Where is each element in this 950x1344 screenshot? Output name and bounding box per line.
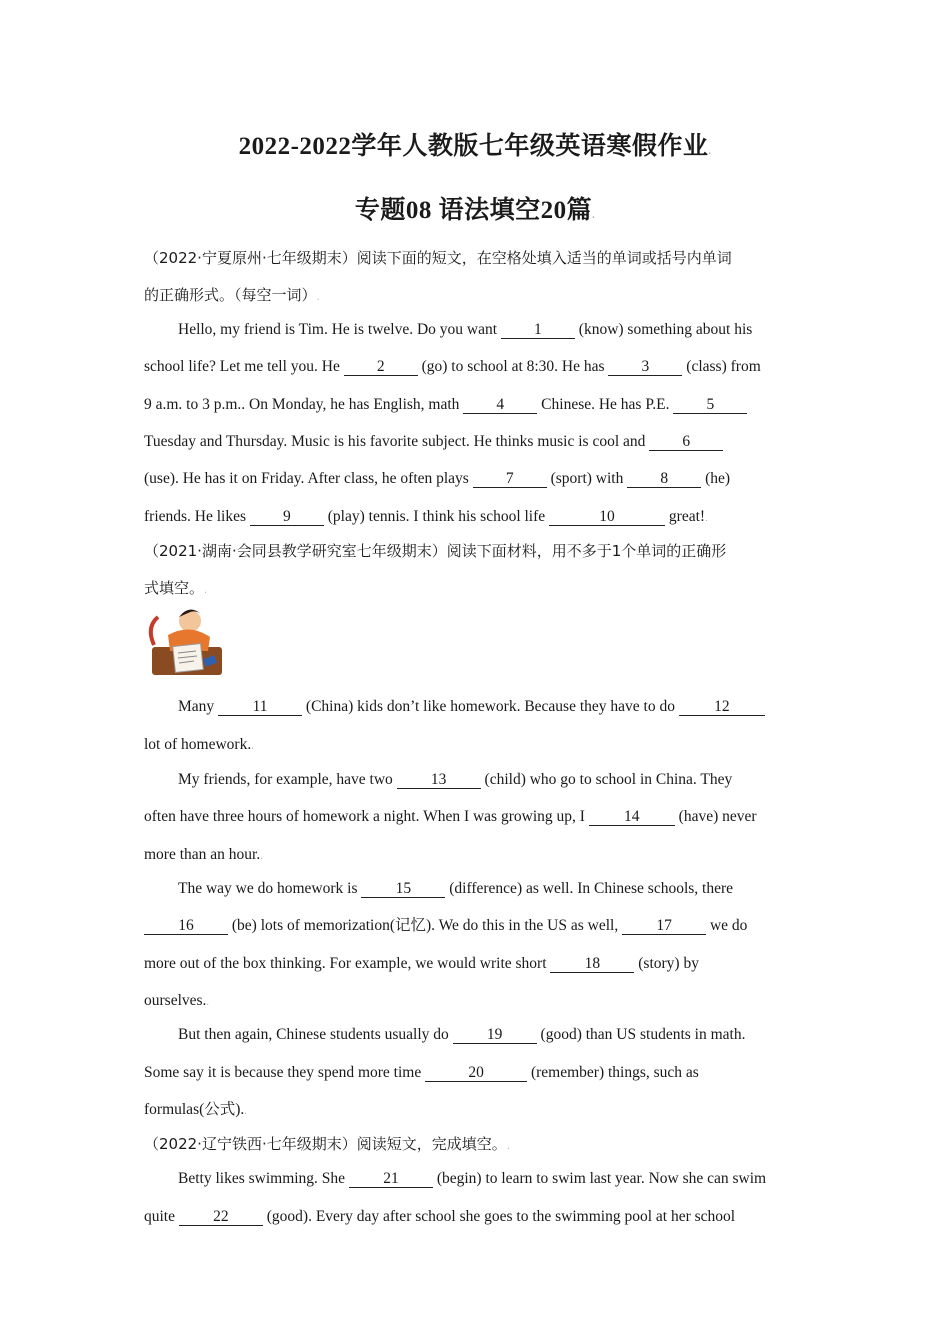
answer-blank-1[interactable]: 1 [501,322,575,339]
passage2-instruction-line1: （2021·湖南·会同县教学研究室七年级期末）阅读下面材料，用不多于1个单词的正确形 [144,542,727,560]
answer-blank-12[interactable]: 12 [679,699,765,716]
passage2-line: Some say it is because they spend more time 20 (remember) things, such as [144,1064,699,1081]
answer-blank-21[interactable]: 21 [349,1171,433,1188]
answer-blank-10[interactable]: 10 [549,509,665,526]
answer-blank-6[interactable]: 6 [649,434,723,451]
passage3-line: quite 22 (good). Every day after school she goes to the swimming pool at her school [144,1208,736,1225]
passage2-line: My friends, for example, have two 13 (child) who go to school in China. They [178,771,733,788]
passage2-line: more than an hour.. [144,846,263,863]
answer-blank-7[interactable]: 7 [473,471,547,488]
passage1-line: Tuesday and Thursday. Music is his favorite subject. He thinks music is cool and 6 [144,432,814,452]
passage1-line: 9 a.m. to 3 p.m.. On Monday, he has English, math 4 Chinese. He has P.E. 5 [144,395,814,415]
answer-blank-20[interactable]: 20 [425,1065,527,1082]
answer-blank-11[interactable]: 11 [218,699,302,716]
answer-blank-15[interactable]: 15 [361,881,445,898]
answer-blank-19[interactable]: 19 [453,1027,537,1044]
passage2-line: ourselves.. [144,992,209,1009]
answer-blank-2[interactable]: 2 [344,359,418,376]
passage3-line: Betty likes swimming. She 21 (begin) to learn to swim last year. Now she can swim [178,1170,767,1187]
passage1-instruction-line1: （2022·宁夏原州·七年级期末）阅读下面的短文，在空格处填入适当的单词或括号内单词 [144,249,732,267]
passage2-line: Many 11 (China) kids don’t like homework. Because they have to do 12 [144,697,848,717]
girl-homework-illustration [144,605,228,677]
passage2-line: The way we do homework is 15 (difference) as well. In Chinese schools, there [178,880,734,897]
passage2-line: But then again, Chinese students usually do 19 (good) than US students in math. [178,1026,746,1043]
passage1-line: Hello, my friend is Tim. He is twelve. Do you want 1 (know) something about his [178,321,753,338]
passage1-instruction-line2: 的正确形式。（每空一词）. [144,286,320,304]
passage2-line: 16 (be) lots of memorization(记忆). We do this in the US as well, 17 we do [144,916,814,936]
passage1-line: friends. He likes 9 (play) tennis. I think his school life 10 great!. [144,508,708,525]
passage2-line: often have three hours of homework a night. When I was growing up, I 14 (have) never [144,808,757,825]
passage1-line: school life? Let me tell you. He 2 (go) to school at 8:30. He has 3 (class) from [144,358,761,375]
passage2-line: formulas(公式).. [144,1101,247,1118]
answer-blank-17[interactable]: 17 [622,918,706,935]
answer-blank-13[interactable]: 13 [397,772,481,789]
answer-blank-3[interactable]: 3 [608,359,682,376]
document-subtitle: 专题08 语法填空20篇. [354,197,596,224]
answer-blank-18[interactable]: 18 [550,956,634,973]
answer-blank-4[interactable]: 4 [463,397,537,414]
answer-blank-22[interactable]: 22 [179,1209,263,1226]
answer-blank-8[interactable]: 8 [627,471,701,488]
answer-blank-9[interactable]: 9 [250,509,324,526]
answer-blank-14[interactable]: 14 [589,809,675,826]
passage3-instruction: （2022·辽宁铁西·七年级期末）阅读短文，完成填空。. [144,1135,510,1153]
document-title: 2022-2022学年人教版七年级英语寒假作业. [238,133,712,160]
answer-blank-5[interactable]: 5 [673,397,747,414]
answer-blank-16[interactable]: 16 [144,918,228,935]
passage2-instruction-line2: 式填空。. [144,579,208,597]
passage2-line: more out of the box thinking. For example, we would write short 18 (story) by [144,955,699,972]
passage1-line: (use). He has it on Friday. After class, he often plays 7 (sport) with 8 (he) [144,470,731,487]
passage2-line: lot of homework.. [144,736,254,753]
